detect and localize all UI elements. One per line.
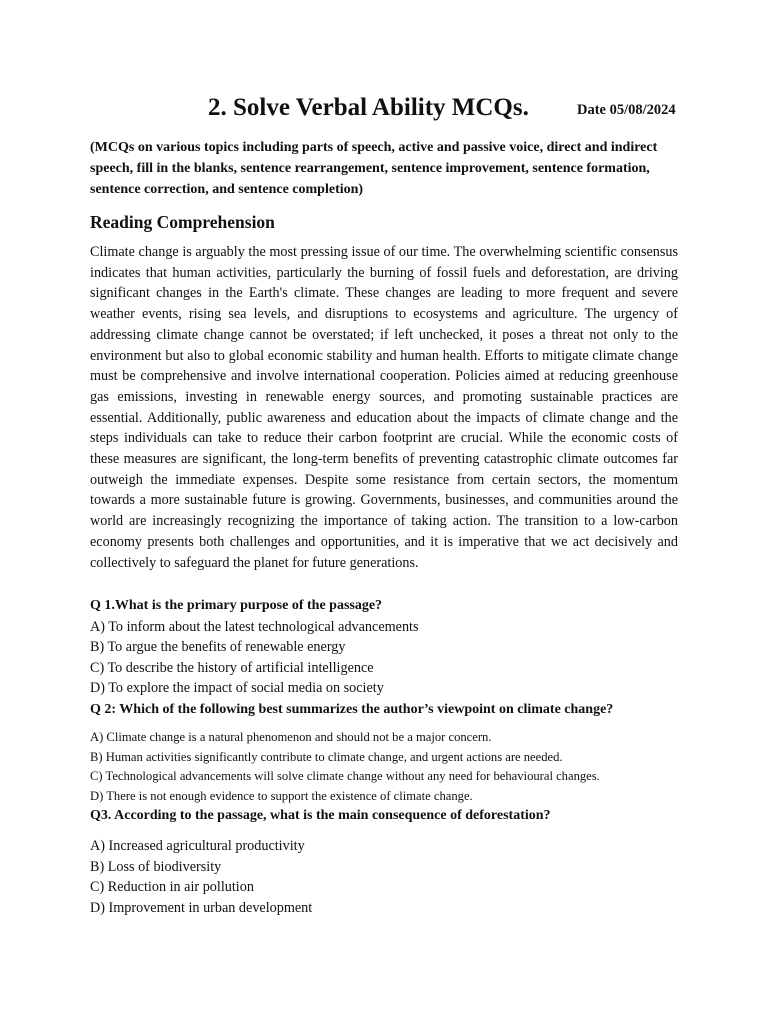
section-heading: Reading Comprehension: [90, 212, 275, 232]
question-1-text: Q 1.What is the primary purpose of the passage?: [90, 598, 383, 613]
question-3-options: [90, 836, 690, 918]
question-3: [90, 806, 690, 827]
question-2-option-c: C) Technological advancements will solve climate change without any need for behavioural changes.: [90, 769, 600, 784]
question-2-option-a: A) Climate change is a natural phenomenon and should not be a major concern.: [90, 730, 492, 744]
question-2: [90, 700, 690, 721]
question-3-option-a: A) Increased agricultural productivity: [90, 838, 305, 854]
question-2-options: [90, 728, 690, 806]
topics-subtitle: (MCQs on various topics including parts of speech, active and passive voice, direct and indirect speech, fill in the blanks, sentence rearrangement, sentence improvement, sentence formation, sentence correction, and sentence completion): [90, 140, 658, 197]
question-2-option-d: D) There is not enough evidence to support the existence of climate change.: [90, 788, 473, 803]
document-date: Date 05/08/2024: [577, 102, 676, 118]
document-header: [0, 92, 768, 126]
question-1: [90, 596, 690, 699]
question-2-text: Q 2: Which of the following best summarizes the author’s viewpoint on climate change?: [90, 702, 614, 717]
question-3-option-b: B) Loss of biodiversity: [90, 858, 222, 875]
question-3-option-c: C) Reduction in air pollution: [90, 879, 254, 896]
comprehension-passage: Climate change is arguably the most pressing issue of our time. The overwhelming scientific consensus indicates that human activities, particularly the burning of fossil fuels and deforestation, are driving significant changes in the Earth's climate. These changes are leading to more frequent and severe weather events, rising sea levels, and disruptions to ecosystems and agriculture. The urgency of addressing climate change cannot be overstated; if left unchecked, it poses a threat not only to the environment but also to global economic stability and human health. Efforts to mitigate climate change must be comprehensive and involve international cooperation. Policies aimed at reducing greenhouse gas emissions, investing in renewable energy sources, and promoting sustainable practices are essential. Additionally, public awareness and education about the impacts of climate change and the steps individuals can take to reduce their carbon footprint are crucial. While the economic costs of these measures are significant, the long-term benefits of preventing catastrophic climate outcomes far outweigh the immediate expenses. Despite some resistance from certain sectors, the momentum towards a more sustainable future is growing. Governments, businesses, and communities around the world are increasingly recognizing the importance of taking action. The transition to a low-carbon economy presents both challenges and opportunities, and it is imperative that we act decisively and collectively to safeguard the planet for future generations.: [90, 244, 678, 571]
question-2-option-b: B) Human activities significantly contribute to climate change, and urgent actions are needed.: [90, 749, 563, 764]
question-1-option-b: B) To argue the benefits of renewable energy: [90, 639, 346, 656]
document-title: 2. Solve Verbal Ability MCQs.: [208, 94, 529, 121]
question-1-option-d: D) To explore the impact of social media on society: [90, 680, 384, 697]
question-3-option-d: D) Improvement in urban development: [90, 899, 313, 916]
question-1-option-c: C) To describe the history of artificial intelligence: [90, 659, 374, 676]
question-1-option-a: A) To inform about the latest technological advancements: [90, 618, 419, 635]
question-3-text: Q3. According to the passage, what is the main consequence of deforestation?: [90, 808, 551, 823]
